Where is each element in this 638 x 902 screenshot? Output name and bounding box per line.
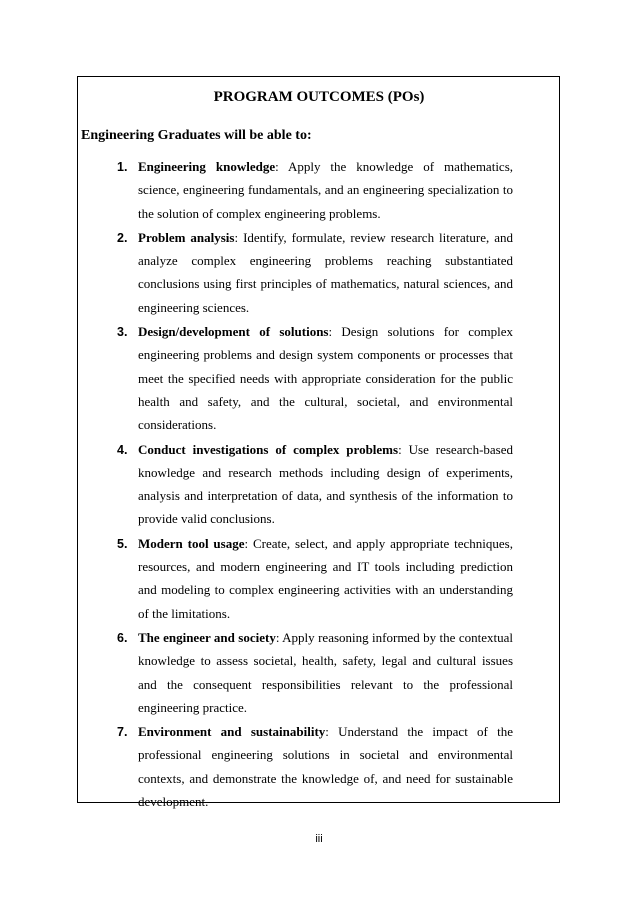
lead-sentence: Engineering Graduates will be able to:: [81, 128, 312, 143]
outcome-text: [138, 626, 513, 719]
outcome-heading: Environment and sustainability: [138, 724, 326, 740]
outcome-number: 7.: [117, 725, 128, 740]
outcome-item-6: [117, 626, 513, 719]
outcome-heading: The engineer and society: [138, 629, 276, 645]
outcome-heading: Conduct investigations of complex problems: [138, 441, 399, 457]
outcome-item-1: [117, 155, 513, 225]
outcome-heading: Design/development of solutions: [138, 324, 329, 340]
outcome-text: [138, 155, 513, 225]
outcome-heading: Modern tool usage: [138, 535, 245, 551]
outcomes-list: [117, 155, 513, 814]
outcome-number: 6.: [117, 630, 128, 645]
outcome-number: 4.: [117, 442, 128, 457]
outcome-number: 2.: [117, 230, 128, 245]
outcome-item-2: [117, 226, 513, 319]
page-number: iii: [315, 833, 323, 845]
outcome-heading: Engineering knowledge: [138, 159, 276, 174]
outcome-number: 5.: [117, 536, 128, 551]
page-title: PROGRAM OUTCOMES (POs): [213, 89, 425, 105]
outcome-heading: Problem analysis: [138, 229, 235, 245]
outcome-item-7: [117, 720, 513, 813]
outcome-number: 1.: [117, 160, 128, 174]
outcome-description: : Design solutions for complex engineering problems and design system components or processes that meet the specified needs with appropriate consideration for the public health and safety, and the cultural, societal, and environmental considerations.: [138, 324, 513, 433]
outcome-item-3: [117, 320, 513, 436]
outcome-description: : Identify, formulate, review research literature, and analyze complex engineering problems reaching substantiated conclusions using first principles of mathematics, natural sciences, and engineering sciences.: [138, 229, 513, 315]
outcome-item-5: [117, 532, 513, 625]
outcome-description: : Use research-based knowledge and research methods including design of experiments, analysis and interpretation of data, and synthesis of the information to provide valid conclusions.: [138, 441, 514, 527]
outcome-number: 3.: [117, 325, 128, 340]
outcome-text: [138, 320, 513, 436]
outcome-description: : Understand the impact of the professional engineering solutions in societal and environmental contexts, and demonstrate the knowledge of, and need for sustainable development.: [138, 724, 513, 810]
outcome-text: [138, 720, 513, 813]
outcome-description: : Apply the knowledge of mathematics, science, engineering fundamentals, and an engineering specialization to the solution of complex engineering problems.: [138, 159, 514, 221]
outcome-text: [138, 532, 513, 625]
outcome-item-4: [117, 438, 513, 531]
outcome-text: [138, 438, 513, 531]
outcome-description: : Apply reasoning informed by the contextual knowledge to assess societal, health, safety, legal and cultural issues and the consequent responsibilities relevant to the professional engineering practice.: [138, 629, 513, 715]
outcome-text: [138, 226, 513, 319]
outcome-description: : Create, select, and apply appropriate techniques, resources, and modern engineering and IT tools including prediction and modeling to complex engineering activities with an understanding of the limitations.: [138, 535, 513, 621]
